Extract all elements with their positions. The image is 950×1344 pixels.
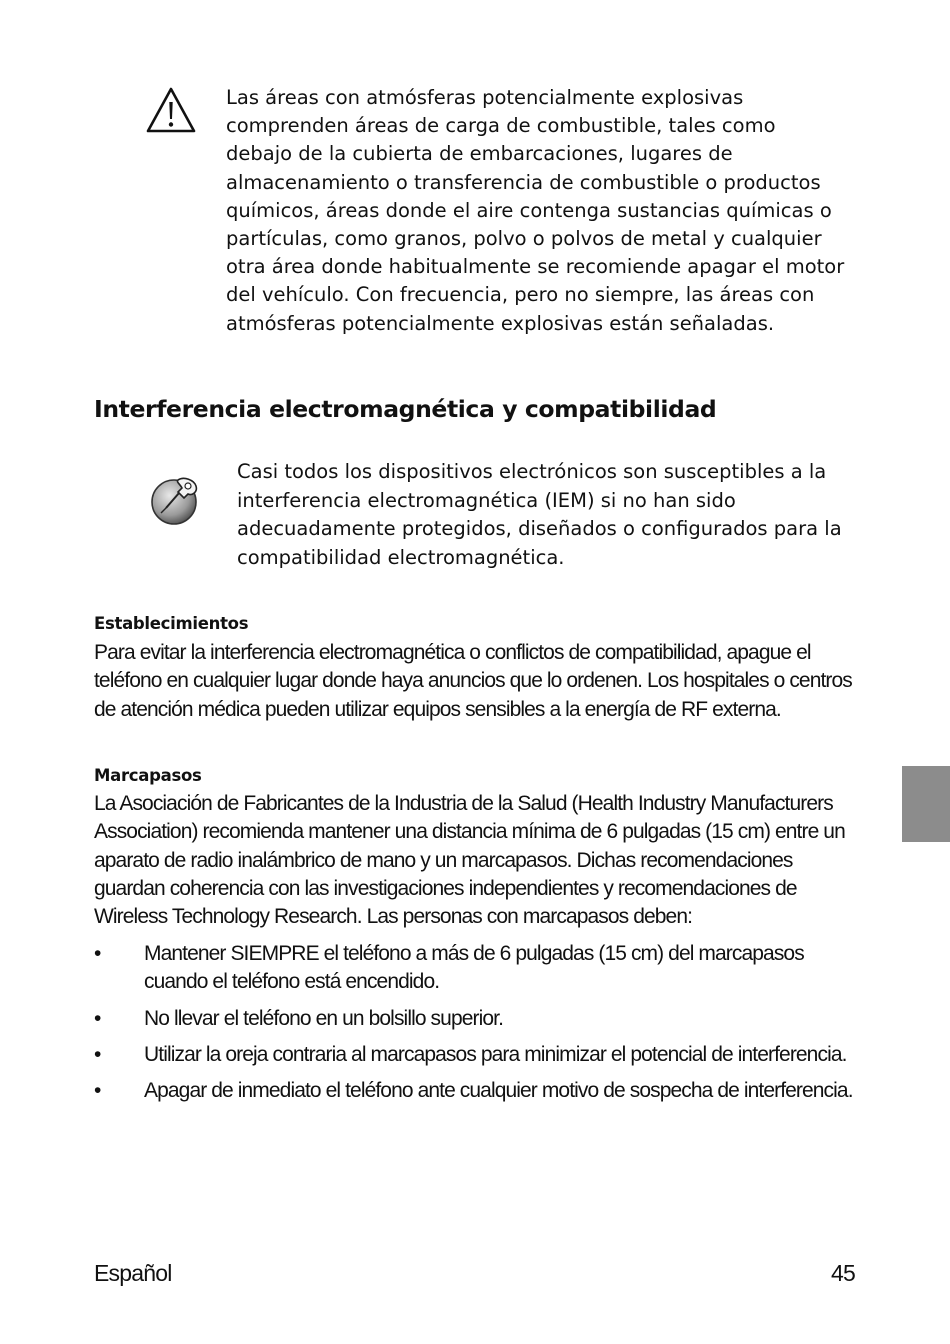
list-item — [94, 940, 854, 997]
list-item — [94, 1077, 854, 1105]
footer-page-number: 45 — [831, 1260, 855, 1286]
subhead-marcapasos: Marcapasos — [94, 766, 202, 785]
footer-language: Español — [94, 1260, 172, 1286]
subhead-establecimientos: Establecimientos — [94, 614, 249, 633]
marcapasos-bullet-list — [94, 940, 854, 1113]
bullet-dot: • — [94, 1006, 101, 1030]
bullet-text: Utilizar la oreja contraria al marcapasos para minimizar el potencial de interferencia. — [144, 1042, 847, 1066]
bullet-text: Mantener SIEMPRE el teléfono a más de 6 pulgadas (15 cm) del marcapasos cuando el teléfono está encendido. — [144, 942, 804, 994]
bullet-text: Apagar de inmediato el teléfono ante cualquier motivo de sospecha de interferencia. — [144, 1079, 853, 1103]
bullet-text: No llevar el teléfono en un bolsillo superior. — [144, 1006, 504, 1030]
list-item — [94, 1041, 854, 1069]
list-item — [94, 1005, 854, 1033]
bullet-dot: • — [94, 1079, 101, 1103]
warning-triangle-icon — [145, 86, 197, 134]
note-text: Casi todos los dispositivos electrónicos son susceptibles a la interferencia electromagnética (IEM) si no han sido adecuadamente protegidos, diseñados o configurados para la compatibilidad electromagnética. — [237, 460, 842, 569]
bullet-dot: • — [94, 1042, 101, 1066]
section-title: Interferencia electromagnética y compatibilidad — [94, 395, 717, 423]
warning-text: Las áreas con atmósferas potencialmente explosivas comprenden áreas de carga de combustible, tales como debajo de la cubierta de embarcaciones, lugares de almacenamiento o transferencia de combustible o productos químicos, áreas donde el aire contenga sustancias químicas o partículas, como granos, polvo o polvos de metal y cualquier otra área donde habitualmente se recomiende apagar el motor del vehículo. Con frecuencia, pero no siempre, las áreas con atmósferas potencialmente explosivas están señaladas. — [226, 86, 845, 335]
pushpin-note-icon — [148, 472, 204, 528]
bullet-dot: • — [94, 942, 101, 965]
establecimientos-paragraph: Para evitar la interferencia electromagnética o conflictos de compatibilidad, apague el teléfono en cualquier lugar donde haya anuncios que lo ordenen. Los hospitales o centros de atención médica pueden utilizar equipos sensibles a la energía de RF externa. — [94, 641, 852, 721]
chapter-thumb-tab — [902, 766, 950, 842]
marcapasos-paragraph: La Asociación de Fabricantes de la Industria de la Salud (Health Industry Manufacturers Association) recomienda mantener una distancia mínima de 6 pulgadas (15 cm) entre un aparato de radio inalámbrico de mano y un marcapasos. Dichas recomendaciones guardan coherencia con las investigaciones independientes y recomendaciones de Wireless Technology Research. Las personas con marcapasos deben: — [94, 792, 845, 929]
